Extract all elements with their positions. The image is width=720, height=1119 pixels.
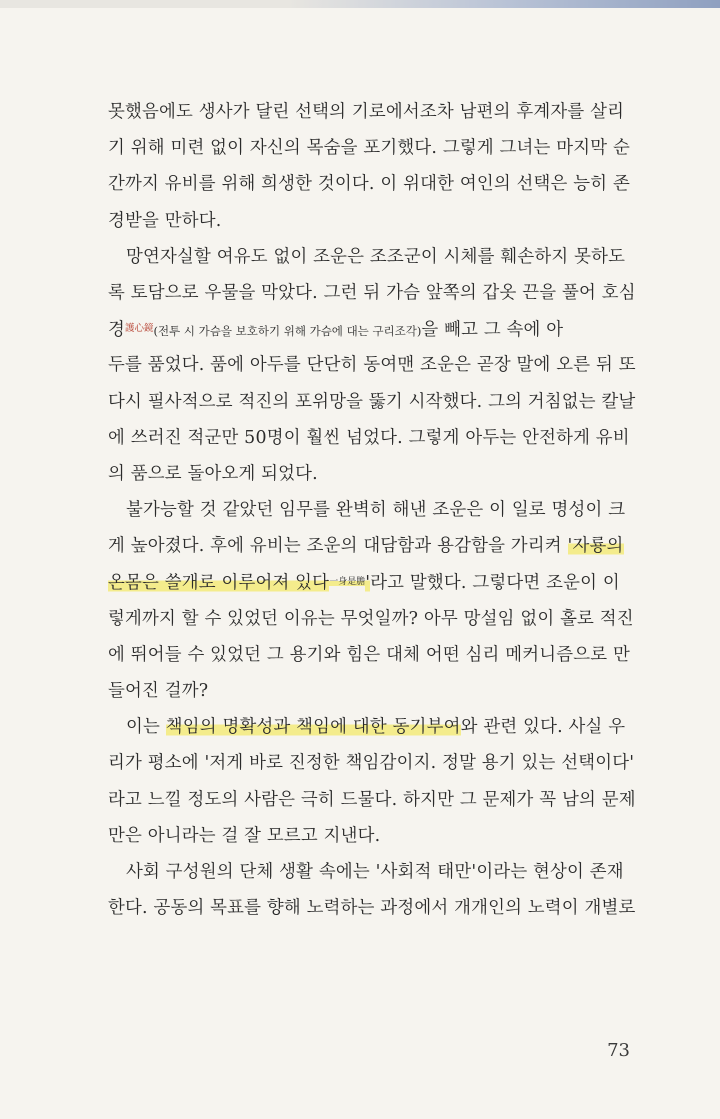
text-line: 간까지 유비를 위해 희생한 것이다. 이 위대한 여인의 선택은 능히 존 xyxy=(108,174,630,195)
text-line: 에 뛰어들 수 있었던 그 용기와 힘은 대체 어떤 심리 메커니즘으로 만 xyxy=(108,644,630,665)
text-line xyxy=(108,564,628,600)
highlighted-text: '자룡의 xyxy=(567,536,624,557)
text-line: 리가 평소에 '저게 바로 진정한 책임감이지. 정말 용기 있는 선택이다' xyxy=(108,753,635,774)
text-line: 한다. 공동의 목표를 향해 노력하는 과정에서 개개인의 노력이 개별로 xyxy=(108,898,636,919)
text-line: 두를 품었다. 품에 아두를 단단히 동여맨 조운은 곧장 말에 오른 뒤 또 xyxy=(108,355,636,376)
text-line: 만은 아니라는 걸 잘 모르고 지낸다. xyxy=(108,825,381,846)
text-line: 경받을 만하다. xyxy=(108,210,222,231)
text-segment: 게 높아졌다. 후에 유비는 조운의 대담함과 용감함을 가리켜 xyxy=(108,536,568,557)
highlighted-text: ' xyxy=(365,573,371,594)
text-line: 들어진 걸까? xyxy=(108,681,209,701)
page-body xyxy=(108,94,636,926)
text-line: 에 쓰러진 적군만 50명이 훨씬 넘었다. 그렇게 아두는 안전하게 유비 xyxy=(108,427,630,448)
text-line: 망연자실할 여유도 없이 조운은 조조군이 시체를 훼손하지 못하도 xyxy=(126,246,626,267)
text-segment: 와 관련 있다. 사실 우 xyxy=(460,717,626,738)
highlighted-text: 책임의 명확성과 책임에 대한 동기부여 xyxy=(165,717,461,738)
text-line xyxy=(108,311,628,347)
hanja-annotation: 一身是膽 xyxy=(329,577,366,588)
highlighted-text: 온몸은 쓸개로 이루어져 있다 xyxy=(108,573,330,594)
text-segment: 라고 말했다. 그렇다면 조운이 이 xyxy=(370,573,620,594)
page-top-edge xyxy=(0,0,720,8)
text-line: 렇게까지 할 수 있었던 이유는 무엇일까? 아무 망설임 없이 홀로 적진 xyxy=(108,608,634,629)
text-line: 못했음에도 생사가 달린 선택의 기로에서조차 남편의 후계자를 살리 xyxy=(108,102,625,122)
text-line: 사회 구성원의 단체 생활 속에는 '사회적 태만'이라는 현상이 존재 xyxy=(126,861,624,882)
text-segment: 을 빼고 그 속에 아 xyxy=(421,320,564,341)
text-line xyxy=(108,528,628,564)
page-number: 73 xyxy=(607,1040,630,1061)
footnote-gloss: (전투 시 가슴을 보호하기 위해 가슴에 대는 구리조각) xyxy=(153,324,422,339)
text-line: 라고 느낄 정도의 사람은 극히 드물다. 하지만 그 문제가 꼭 남의 문제 xyxy=(108,789,636,810)
text-line: 의 품으로 돌아오게 되었다. xyxy=(108,463,318,484)
text-line: 불가능할 것 같았던 임무를 완벽히 해낸 조운은 이 일로 명성이 크 xyxy=(126,500,626,521)
text-segment: 경 xyxy=(108,320,125,341)
text-segment: 이는 xyxy=(126,717,166,738)
text-line: 록 토담으로 우물을 막았다. 그런 뒤 가슴 앞쪽의 갑옷 끈을 풀어 호심 xyxy=(108,282,636,303)
hanja-annotation: 護心鏡 xyxy=(125,323,154,335)
text-line: 다시 필사적으로 적진의 포위망을 뚫기 시작했다. 그의 거침없는 칼날 xyxy=(108,391,636,412)
text-line: 기 위해 미련 없이 자신의 목숨을 포기했다. 그렇게 그녀는 마지막 순 xyxy=(108,138,630,159)
text-line xyxy=(108,709,628,745)
